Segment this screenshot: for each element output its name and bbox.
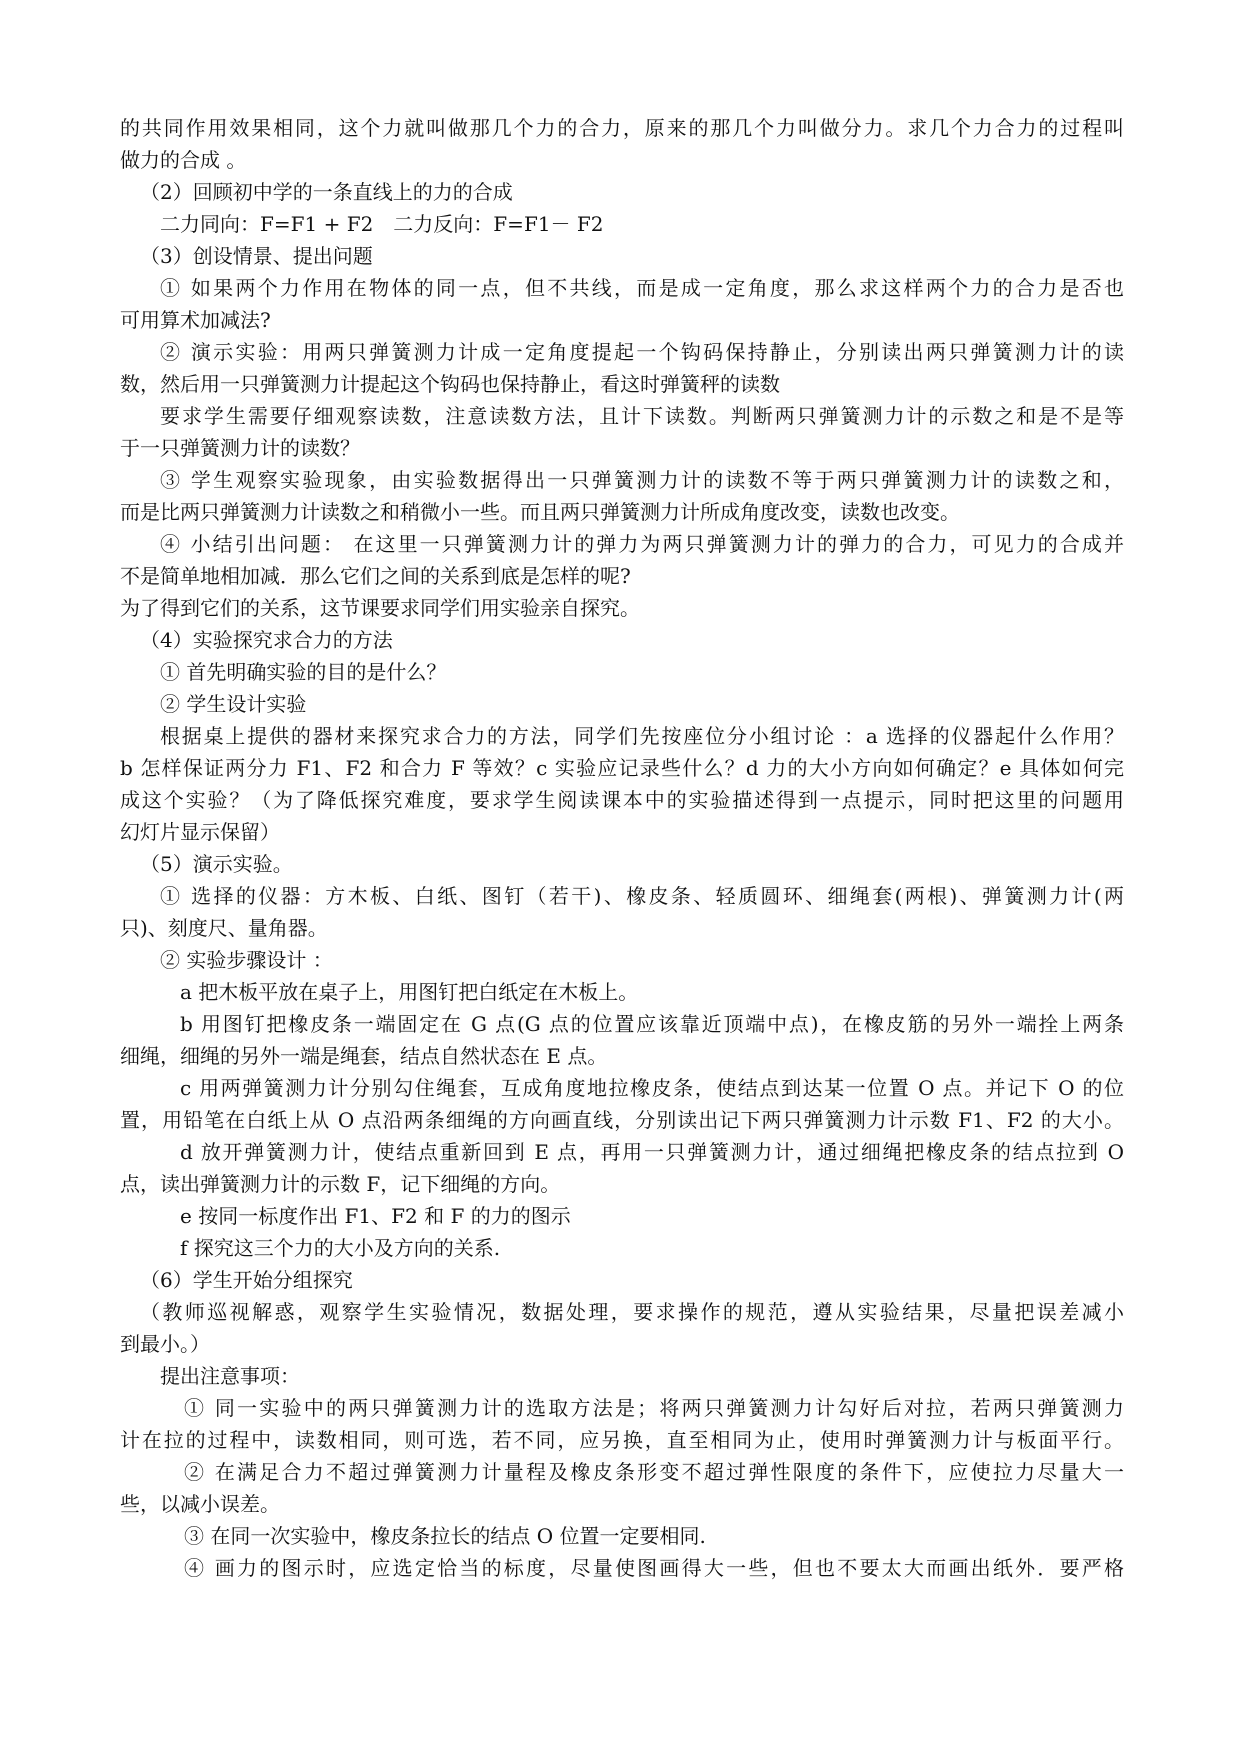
text-line: ② 演示实验：用两只弹簧测力计成一定角度提起一个钩码保持静止，分别读出两只弹簧测力计的读 (160, 340, 1124, 364)
step-line: d 放开弹簧测力计，使结点重新回到 E 点，再用一只弹簧测力计，通过细绳把橡皮条的结点拉到 O (180, 1140, 1124, 1164)
text-line: 于一只弹簧测力计的读数？ (120, 436, 360, 460)
text-line: 提出注意事项： (160, 1364, 300, 1388)
step-line: f 探究这三个力的大小及方向的关系. (180, 1236, 501, 1260)
formula-line: 二力同向：F=F1 + F2 二力反向：F=F1－ F2 (160, 212, 604, 236)
step-line: e 按同一标度作出 F1、F2 和 F 的力的图示 (180, 1204, 571, 1228)
text-line: ③ 在同一次实验中，橡皮条拉长的结点 O 位置一定要相同. (184, 1524, 706, 1548)
text-line: 计在拉的过程中，读数相同，则可选，若不同，应另换，直至相同为止，使用时弹簧测力计与板面平行。 (120, 1428, 1124, 1452)
step-line: c 用两弹簧测力计分别勾住绳套，互成角度地拉橡皮条，使结点到达某一位置 O 点。并记下 O 的位 (180, 1076, 1124, 1100)
text-line: 的共同作用效果相同，这个力就叫做那几个力的合力，原来的那几个力叫做分力。求几个力合力的过程叫 (120, 116, 1124, 140)
text-line: 置，用铅笔在白纸上从 O 点沿两条细绳的方向画直线，分别读出记下两只弹簧测力计示数 F1、F2 的大小。 (120, 1108, 1124, 1132)
text-line: （教师巡视解惑，观察学生实验情况，数据处理，要求操作的规范，遵从实验结果，尽量把误差减小 (140, 1300, 1124, 1324)
text-line: 点，读出弹簧测力计的示数 F，记下细绳的方向。 (120, 1172, 561, 1196)
section-heading: （3）创设情景、提出问题 (140, 244, 373, 268)
step-line: b 用图钉把橡皮条一端固定在 G 点(G 点的位置应该靠近顶端中点)，在橡皮筋的另外一端拴上两条 (180, 1012, 1124, 1036)
section-heading: （6）学生开始分组探究 (140, 1268, 353, 1292)
text-line: 到最小。） (120, 1332, 210, 1356)
text-line: 要求学生需要仔细观察读数，注意读数方法，且计下读数。判断两只弹簧测力计的示数之和是不是等 (160, 404, 1124, 428)
text-line: 可用算术加减法? (120, 308, 271, 332)
text-line: 幻灯片显示保留） (120, 820, 280, 844)
section-heading: （2）回顾初中学的一条直线上的力的合成 (140, 180, 513, 204)
text-line: 做力的合成 。 (120, 148, 247, 172)
text-line: b 怎样保证两分力 F1、F2 和合力 F 等效？c 实验应记录些什么？d 力的大小方向如何确定？e 具体如何完 (120, 756, 1124, 780)
text-line: 只)、刻度尺、量角器。 (120, 916, 328, 940)
text-line: 而是比两只弹簧测力计读数之和稍微小一些。而且两只弹簧测力计所成角度改变，读数也改变。 (120, 500, 960, 524)
document-page (120, 112, 1124, 1584)
text-line: 些，以减小误差。 (120, 1492, 280, 1516)
text-line: ② 在满足合力不超过弹簧测力计量程及橡皮条形变不超过弹性限度的条件下，应使拉力尽量大一 (184, 1460, 1124, 1484)
text-line: ① 同一实验中的两只弹簧测力计的选取方法是；将两只弹簧测力计勾好后对拉，若两只弹簧测力 (184, 1396, 1124, 1420)
text-line: 成这个实验？（为了降低探究难度，要求学生阅读课本中的实验描述得到一点提示，同时把这里的问题用 (120, 788, 1124, 812)
section-heading: （5）演示实验。 (140, 852, 293, 876)
text-line: 为了得到它们的关系，这节课要求同学们用实验亲自探究。 (120, 596, 640, 620)
section-heading: （4）实验探究求合力的方法 (140, 628, 393, 652)
text-line: 细绳，细绳的另外一端是绳套，结点自然状态在 E 点。 (120, 1044, 608, 1068)
text-line: 数，然后用一只弹簧测力计提起这个钩码也保持静止，看这时弹簧秤的读数 (120, 372, 780, 396)
text-line: ① 首先明确实验的目的是什么？ (160, 660, 447, 684)
text-line: ④ 小结引出问题： 在这里一只弹簧测力计的弹力为两只弹簧测力计的弹力的合力，可见力的合成并 (160, 532, 1124, 556)
text-line: ③ 学生观察实验现象，由实验数据得出一只弹簧测力计的读数不等于两只弹簧测力计的读数之和， (160, 468, 1124, 492)
text-line: 不是简单地相加减．那么它们之间的关系到底是怎样的呢? (120, 564, 631, 588)
step-line: a 把木板平放在桌子上，用图钉把白纸定在木板上。 (180, 980, 639, 1004)
text-line: ④ 画力的图示时，应选定恰当的标度，尽量使图画得大一些，但也不要太大而画出纸外．要严格 (184, 1556, 1124, 1580)
text-line: 根据桌上提供的器材来探究求合力的方法，同学们先按座位分小组讨论 ：a 选择的仪器起什么作用？ (160, 724, 1124, 748)
text-line: ① 如果两个力作用在物体的同一点，但不共线，而是成一定角度，那么求这样两个力的合力是否也 (160, 276, 1124, 300)
text-line: ② 实验步骤设计 ： (160, 948, 333, 972)
text-line: ① 选择的仪器：方木板、白纸、图钉（若干)、橡皮条、轻质圆环、细绳套(两根)、弹簧测力计(两 (160, 884, 1124, 908)
text-line: ② 学生设计实验 (160, 692, 307, 716)
